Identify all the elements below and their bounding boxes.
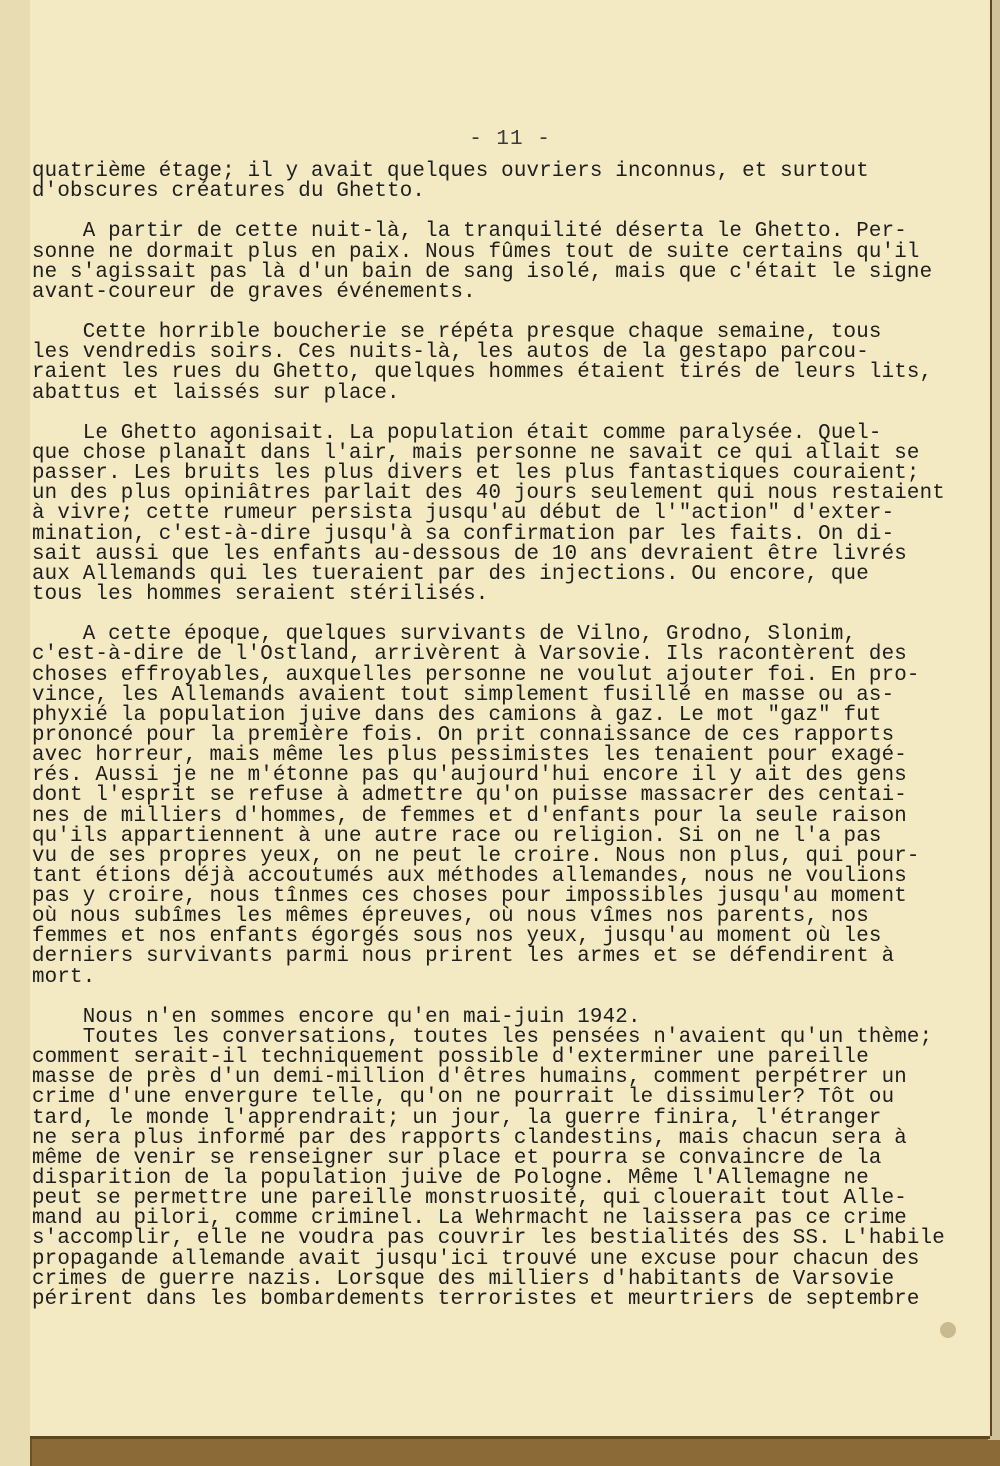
text-line: que chose planait dans l'air, mais personne ne savait ce qui allait se — [32, 441, 920, 465]
text-line: A partir de cette nuit-là, la tranquilité déserta le Ghetto. Per- — [32, 220, 907, 244]
text-line: disparition de la population juive de Pologne. Même l'Allemagne ne — [32, 1167, 869, 1191]
text-line: nes de milliers d'hommes, de femmes et d'enfants pour la seule raison — [32, 804, 907, 828]
text-line: avant-coureur de graves événements. — [32, 280, 476, 304]
text-line: périrent dans les bombardements terroristes et meurtriers de septembre — [32, 1287, 920, 1311]
text-line: tous les hommes seraient stérilisés. — [32, 582, 489, 606]
paragraph-gap — [32, 303, 968, 323]
text-line: quatrième étage; il y avait quelques ouvriers inconnus, et surtout — [32, 160, 869, 183]
text-line: A cette époque, quelques survivants de Vilno, Grodno, Slonim, — [32, 623, 857, 647]
text-line: sait aussi que les enfants au-dessous de 10 ans devraient être livrés — [32, 542, 907, 566]
paragraph — [32, 421, 968, 606]
text-line: vince, les Allemands avaient tout simplement fusillé en masse ou as- — [32, 683, 895, 707]
text-line: ne s'agissait pas là d'un bain de sang isolé, mais que c'était le signe — [32, 260, 933, 284]
body-text — [32, 162, 968, 1310]
text-line: Nous n'en sommes encore qu'en mai-juin 1942. — [32, 1005, 641, 1029]
text-line: à vivre; cette rumeur persista jusqu'au début de l'"action" d'exter- — [32, 502, 895, 526]
text-line: propagande allemande avait jusqu'ici trouvé une excuse pour chacun des — [32, 1247, 920, 1271]
text-line: Le Ghetto agonisait. La population était comme paralysée. Quel- — [32, 421, 882, 445]
text-line: où nous subîmes les mêmes épreuves, où nous vîmes nos parents, nos — [32, 905, 869, 929]
text-line: prononcé pour la première fois. On prit connaissance de ces rapports — [32, 723, 895, 747]
text-line: même de venir se renseigner sur place et pourra se convaincre de la — [32, 1146, 882, 1170]
text-line: phyxié la population juive dans des camions à gaz. Le mot "gaz" fut — [32, 703, 882, 727]
text-line: avec horreur, mais même les plus pessimistes les tenaient pour exagé- — [32, 744, 907, 768]
text-line: abattus et laissés sur place. — [32, 381, 400, 405]
paragraph-gap — [32, 605, 968, 625]
text-line: dont l'esprit se refuse à admettre qu'on puisse massacrer des centai- — [32, 784, 907, 808]
paragraph-gap — [32, 202, 968, 222]
text-line: Cette horrible boucherie se répéta presque chaque semaine, tous — [32, 321, 882, 345]
paragraph — [32, 625, 968, 988]
paragraph — [32, 162, 968, 202]
text-line: vu de ses propres yeux, on ne peut le croire. Nous non plus, qui pour- — [32, 844, 920, 868]
text-line: c'est-à-dire de l'Ostland, arrivèrent à Varsovie. Ils racontèrent des — [32, 643, 907, 667]
text-line: d'obscures créatures du Ghetto. — [32, 180, 426, 204]
paragraph-gap — [32, 404, 968, 424]
text-line: mort. — [32, 965, 96, 989]
text-line: ne sera plus informé par des rapports clandestins, mais chacun sera à — [32, 1126, 907, 1150]
text-line: masse de près d'un demi-million d'êtres humains, comment perpétrer un — [32, 1066, 907, 1090]
text-line: crime d'une envergure telle, qu'on ne pourrait le dissimuler? Tôt ou — [32, 1086, 895, 1110]
typewritten-page — [30, 0, 990, 1436]
text-line: peut se permettre une pareille monstruosité, qui clouerait tout Alle- — [32, 1187, 907, 1211]
text-line: tard, le monde l'apprendrait; un jour, la guerre finira, l'étranger — [32, 1106, 882, 1130]
text-line: sonne ne dormait plus en paix. Nous fûmes tout de suite certains qu'il — [32, 240, 920, 264]
text-line: femmes et nos enfants égorgés sous nos yeux, jusqu'au moment où les — [32, 925, 882, 949]
text-line: un des plus opiniâtres parlait des 40 jours seulement qui nous restaient — [32, 482, 945, 506]
paper-stain — [940, 1322, 956, 1338]
text-line: raient les rues du Ghetto, quelques hommes étaient tirés de leurs lits, — [32, 361, 933, 385]
text-line: comment serait-il techniquement possible d'exterminer une pareille — [32, 1046, 869, 1070]
paragraph — [32, 1005, 968, 1311]
paragraph-gap — [32, 988, 968, 1008]
text-line: passer. Les bruits les plus divers et les plus fantastiques couraient; — [32, 462, 920, 486]
previous-page-edge — [0, 0, 32, 1466]
text-line: tant étions déjà accoutumés aux méthodes allemandes, nous ne voulions — [32, 864, 907, 888]
text-line: Toutes les conversations, toutes les pensées n'avaient qu'un thème; — [32, 1026, 933, 1050]
text-line: choses effroyables, auxquelles personne ne voulut ajouter foi. En pro- — [32, 663, 920, 687]
text-line: qu'ils appartiennent à une autre race ou religion. Si on ne l'a pas — [32, 824, 882, 848]
text-line: s'accomplir, elle ne voudra pas couvrir les bestialités des SS. L'habile — [32, 1227, 945, 1251]
text-line: pas y croire, nous tînmes ces choses pour impossibles jusqu'au moment — [32, 885, 907, 909]
text-line: mand au pilori, comme criminel. La Wehrmacht ne laissera pas ce crime — [32, 1207, 907, 1231]
text-line: derniers survivants parmi nous prirent les armes et se défendirent à — [32, 945, 895, 969]
text-line: aux Allemands qui les tueraient par des injections. Ou encore, que — [32, 562, 869, 586]
paragraph — [32, 323, 968, 404]
text-line: mination, c'est-à-dire jusqu'à sa confirmation par les faits. On di- — [32, 522, 895, 546]
paragraph — [32, 222, 968, 303]
text-line: rés. Aussi je ne m'étonne pas qu'aujourd'hui encore il y ait des gens — [32, 764, 907, 788]
text-line: les vendredis soirs. Ces nuits-là, les autos de la gestapo parcou- — [32, 341, 869, 365]
page-number: - 11 - — [469, 128, 551, 151]
text-line: crimes de guerre nazis. Lorsque des milliers d'habitants de Varsovie — [32, 1267, 895, 1291]
